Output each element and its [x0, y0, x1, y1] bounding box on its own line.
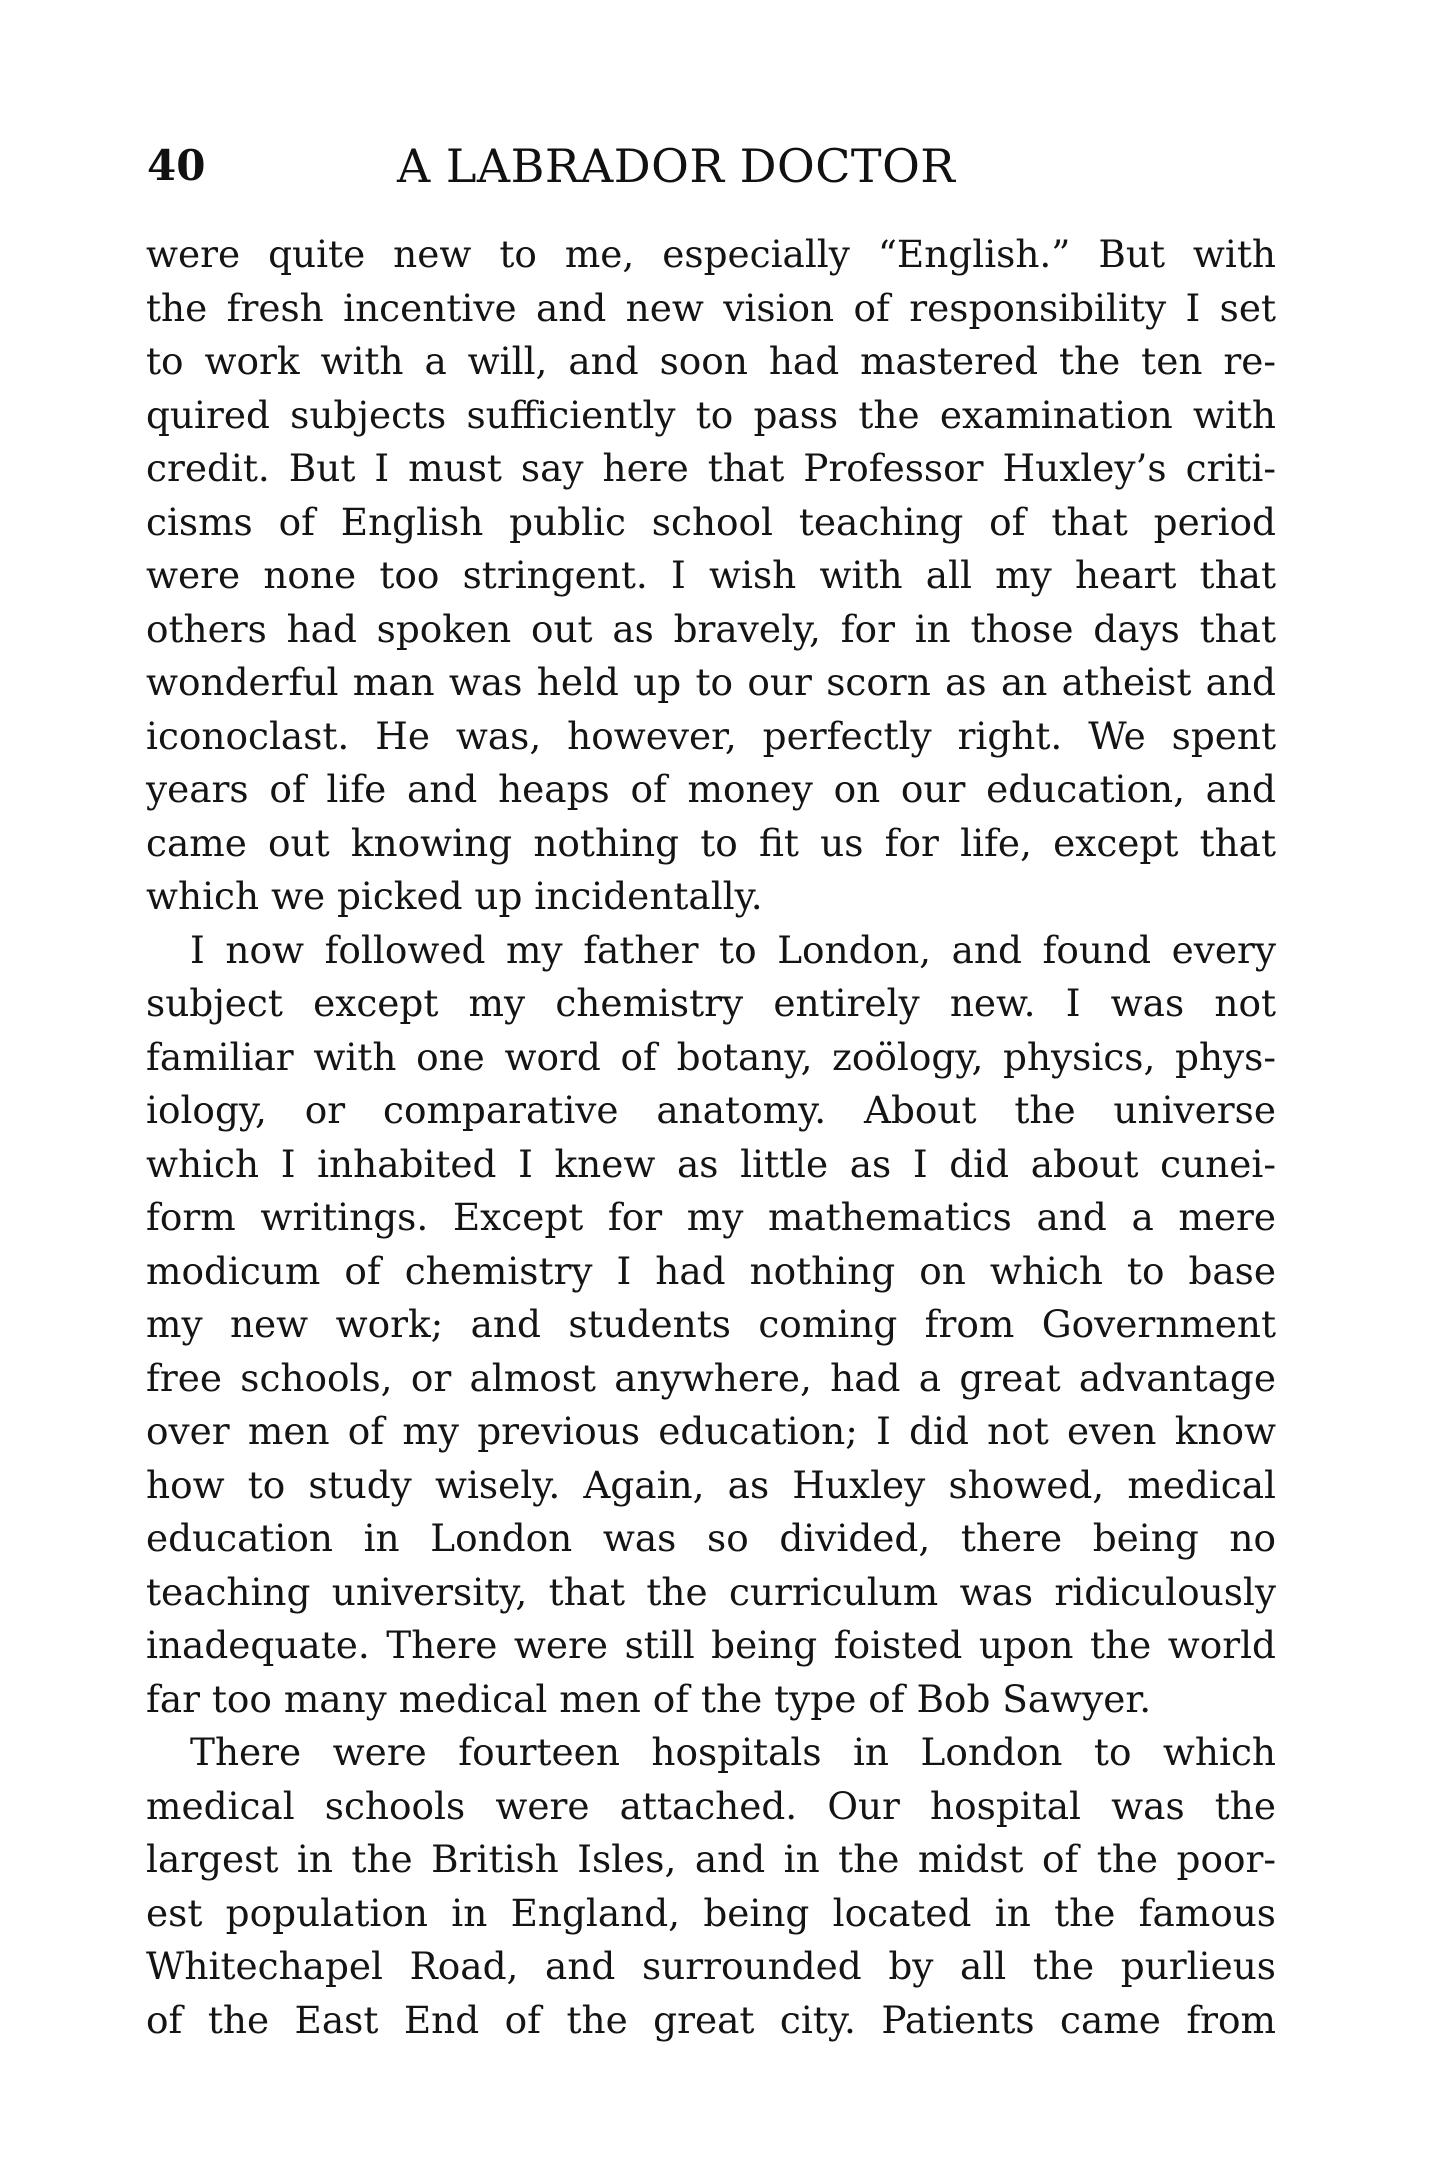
body-text [146, 228, 1276, 2047]
text-line: teaching university, that the curriculum was ridiculously [146, 1569, 1276, 1614]
paragraph-2 [146, 924, 1276, 1727]
text-line: to work with a will, and soon had mastered the ten re- [146, 339, 1276, 383]
text-line: est population in England, being located in the famous [146, 1890, 1276, 1935]
running-head [147, 136, 1277, 196]
text-line: the fresh incentive and new vision of responsibility I set [146, 285, 1276, 330]
text-line: over men of my previous education; I did not even know [146, 1409, 1276, 1453]
text-line: which I inhabited I knew as little as I did about cunei- [146, 1141, 1276, 1186]
running-title: A LABRADOR DOCTOR [397, 139, 956, 193]
text-line: familiar with one word of botany, zoölogy, physics, phys- [146, 1034, 1276, 1079]
text-line: years of life and heaps of money on our education, and [146, 767, 1276, 811]
text-line: which we picked up incidentally. [146, 874, 763, 918]
text-line: I now followed my father to London, and found every [190, 927, 1276, 972]
text-line: medical schools were attached. Our hospital was the [146, 1783, 1276, 1828]
text-line: wonderful man was held up to our scorn as an atheist and [146, 660, 1276, 704]
text-line: modicum of chemistry I had nothing on which to base [146, 1248, 1276, 1293]
paragraph-3 [146, 1726, 1276, 2047]
text-line: largest in the British Isles, and in the midst of the poor- [146, 1837, 1276, 1881]
page-number: 40 [147, 141, 206, 190]
text-line: far too many medical men of the type of Bob Sawyer. [146, 1676, 1152, 1721]
text-line: Whitechapel Road, and surrounded by all the purlieus [146, 1944, 1276, 1988]
text-line: others had spoken out as bravely, for in those days that [146, 606, 1276, 651]
text-line: were quite new to me, especially “English.” But with [146, 232, 1276, 276]
text-line: credit. But I must say here that Professor Huxley’s criti- [146, 446, 1276, 490]
text-line: inadequate. There were still being foisted upon the world [146, 1623, 1276, 1667]
text-line: how to study wisely. Again, as Huxley showed, medical [146, 1462, 1276, 1507]
text-line: my new work; and students coming from Government [146, 1302, 1276, 1346]
text-line: There were fourteen hospitals in London to which [190, 1730, 1276, 1774]
text-line: of the East End of the great city. Patients came from [146, 1997, 1276, 2042]
text-line: iology, or comparative anatomy. About the universe [146, 1088, 1276, 1132]
text-line: cisms of English public school teaching of that period [146, 499, 1276, 544]
text-line: subject except my chemistry entirely new. I was not [146, 981, 1276, 1025]
text-line: quired subjects sufficiently to pass the examination with [146, 392, 1276, 437]
text-line: free schools, or almost anywhere, had a great advantage [146, 1355, 1276, 1400]
text-line: came out knowing nothing to fit us for life, except that [146, 820, 1276, 865]
paragraph-1 [146, 228, 1276, 924]
text-line: education in London was so divided, there being no [146, 1516, 1276, 1560]
text-line: form writings. Except for my mathematics and a mere [146, 1195, 1276, 1239]
text-line: iconoclast. He was, however, perfectly right. We spent [146, 713, 1276, 758]
text-line: were none too stringent. I wish with all my heart that [146, 553, 1276, 597]
